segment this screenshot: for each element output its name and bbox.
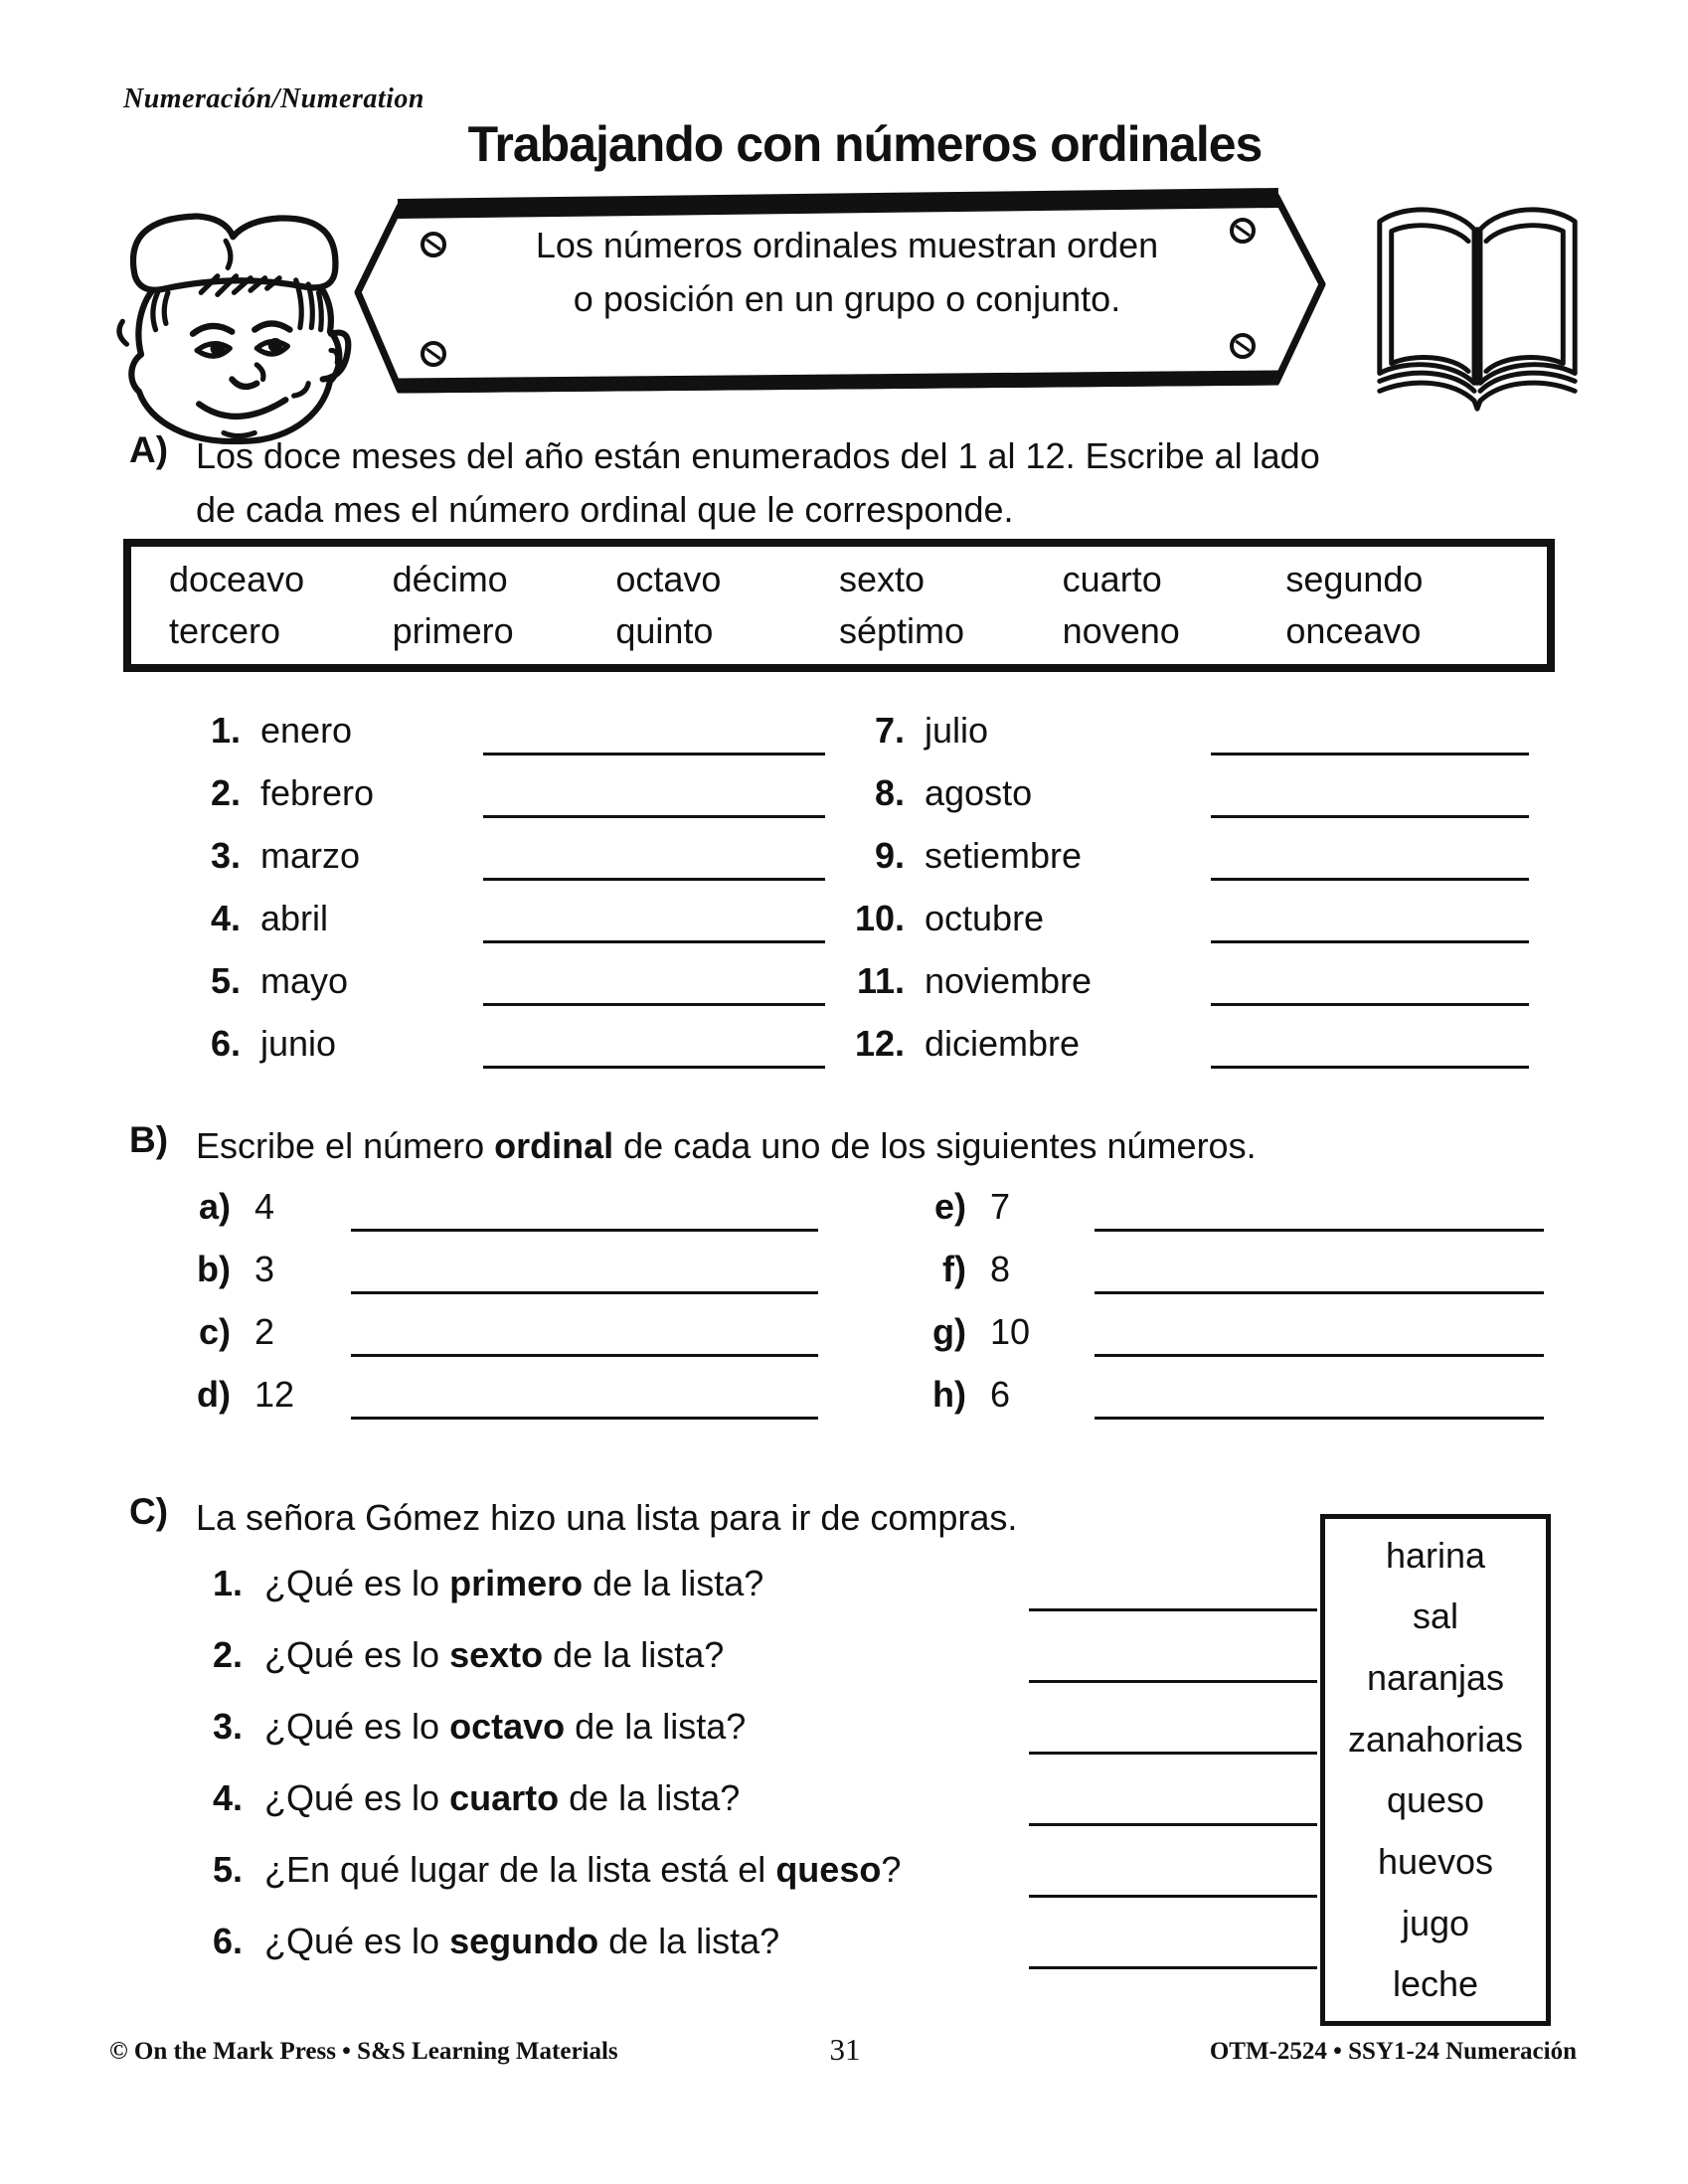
month-number: 8. [874,771,905,813]
word-bank-item: quinto [615,610,714,651]
answer-line[interactable] [1095,1354,1544,1357]
question-text-part: ¿Qué es lo [264,1921,450,1961]
item-letter: d) [197,1373,231,1415]
question-text-part: de la lista? [598,1921,780,1961]
answer-line[interactable] [1029,1752,1317,1755]
month-row [825,1012,1501,1075]
word-bank-item: sexto [839,559,926,599]
answer-line[interactable] [1211,753,1529,756]
shopping-list-box [1320,1514,1551,2026]
answer-line[interactable] [1211,815,1529,818]
footer-product-code: OTM-2524 • SSY1-24 Numeración [1209,2038,1577,2065]
answer-line[interactable] [1095,1417,1544,1420]
bold-word: queso [775,1849,882,1890]
answer-line[interactable] [1095,1229,1544,1232]
ordinal-items-right [895,1175,1610,1426]
question-text [264,1706,746,1748]
month-name: diciembre [925,1022,1081,1064]
question-text-part: ¿Qué es lo [264,1706,450,1747]
ordinal-item-row [895,1300,1610,1363]
section-c-instructions: La señora Gómez hizo una lista para ir de compras. [196,1497,1018,1538]
word-bank-item: noveno [1062,610,1180,651]
section-c-label: C) [129,1491,169,1532]
month-name: febrero [260,771,375,813]
item-letter: f) [942,1248,966,1289]
question-text-part: de la lista? [543,1634,725,1675]
month-name: mayo [260,959,349,1001]
word-bank-item: doceavo [169,559,305,599]
question-number: 4. [212,1777,243,1818]
ordinal-item-row [895,1363,1610,1426]
month-name: junio [260,1022,337,1064]
month-name: noviembre [925,959,1093,1001]
ordinal-items-left [179,1175,895,1426]
bold-word: primero [449,1563,584,1603]
question-number: 1. [212,1563,243,1603]
item-letter: b) [197,1248,231,1289]
word-bank-item: cuarto [1062,559,1162,599]
bold-word: segundo [449,1921,599,1961]
item-letter: h) [932,1373,966,1415]
month-row [825,761,1501,824]
answer-line[interactable] [1029,1966,1317,1969]
question-text [264,1634,724,1676]
bold-word: cuarto [449,1777,560,1818]
month-number: 6. [210,1022,241,1064]
month-row [825,887,1501,949]
section-b-instructions [196,1119,1257,1173]
answer-line[interactable] [1095,1291,1544,1294]
question-text-part: ¿En qué lugar de la lista está el [264,1849,776,1890]
month-number: 2. [210,771,241,813]
answer-line[interactable] [1029,1823,1317,1826]
question-row [195,1906,1368,1977]
answer-line[interactable] [483,878,825,881]
answer-line[interactable] [1211,1003,1529,1006]
month-row [825,699,1501,761]
month-name: agosto [925,771,1033,813]
bold-word: octavo [449,1706,566,1747]
word-bank-item: segundo [1285,559,1424,599]
month-name: enero [260,709,353,751]
footer-copyright: © On the Mark Press • S&S Learning Materials [109,2038,618,2065]
shopping-list-item: sal [1412,1596,1459,1637]
answer-line[interactable] [1029,1608,1317,1611]
question-text [264,1921,779,1962]
answer-line[interactable] [1211,878,1529,881]
month-name: setiembre [925,834,1083,876]
month-number: 5. [210,959,241,1001]
question-text-part: de la lista? [559,1777,741,1818]
month-list-left [179,699,855,1075]
ordinal-item-row [179,1238,895,1300]
item-value: 4 [254,1185,275,1227]
month-number: 1. [210,709,241,751]
item-letter: c) [198,1310,231,1352]
month-number: 11. [856,959,905,1001]
question-row [195,1763,1368,1834]
month-name: julio [925,709,989,751]
month-name: abril [260,897,329,938]
word-bank-item: onceavo [1285,610,1422,651]
question-number: 2. [212,1634,243,1675]
month-row [179,1012,855,1075]
section-a-instr-line2: de cada mes el número ordinal que le corresponde. [196,489,1014,530]
month-number: 4. [210,897,241,938]
item-value: 7 [990,1185,1011,1227]
instruction-part: Escribe el número [196,1125,495,1166]
question-row [195,1834,1368,1906]
answer-line[interactable] [1029,1680,1317,1683]
month-row [179,824,855,887]
month-row [179,699,855,761]
word-bank [123,539,1555,672]
ordinal-item-row [895,1175,1610,1238]
answer-line[interactable] [351,1291,818,1294]
shopping-list-item: huevos [1377,1840,1494,1882]
question-number: 5. [212,1849,243,1890]
month-row [179,887,855,949]
boy-face-icon [99,177,373,447]
question-text-part: ¿Qué es lo [264,1563,450,1603]
question-number: 6. [212,1921,243,1961]
section-a-instr-line1: Los doce meses del año están enumerados del 1 al 12. Escribe al lado [196,435,1320,476]
word-bank-item: décimo [392,559,508,599]
corner-label: Numeración/Numeration [123,84,424,114]
item-letter: e) [933,1185,966,1227]
answer-line[interactable] [483,815,825,818]
ordinal-item-row [179,1363,895,1426]
item-value: 10 [990,1310,1031,1352]
month-row [179,761,855,824]
banner-text [429,219,1265,326]
word-bank-item: primero [392,610,514,651]
answer-line[interactable] [1029,1895,1317,1898]
answer-line[interactable] [483,940,825,943]
month-row [825,824,1501,887]
answer-line[interactable] [351,1354,818,1357]
question-text [264,1563,763,1604]
shopping-list-item: leche [1392,1963,1479,2005]
question-text-part: ? [881,1849,902,1890]
question-text [264,1777,740,1819]
question-text-part: de la lista? [565,1706,747,1747]
question-list [195,1548,1368,1977]
word-bank-item: octavo [615,559,722,599]
item-value: 2 [254,1310,275,1352]
bold-word: ordinal [494,1125,614,1166]
month-number: 10. [854,897,905,938]
answer-line[interactable] [351,1417,818,1420]
item-letter: g) [932,1310,966,1352]
item-value: 8 [990,1248,1011,1289]
month-number: 3. [210,834,241,876]
month-row [825,949,1501,1012]
month-number: 7. [874,709,905,751]
bold-word: sexto [449,1634,544,1675]
question-text [264,1849,901,1891]
ordinal-item-row [895,1238,1610,1300]
question-text-part: ¿Qué es lo [264,1777,450,1818]
month-list-right [825,699,1501,1075]
month-name: octubre [925,897,1045,938]
open-book-icon [1354,195,1601,428]
item-value: 12 [254,1373,295,1415]
word-bank-item: tercero [169,610,281,651]
ordinal-item-row [179,1300,895,1363]
item-value: 6 [990,1373,1011,1415]
question-text-part: de la lista? [583,1563,764,1603]
month-number: 12. [854,1022,905,1064]
word-bank-item: séptimo [839,610,965,651]
banner-line1: Los números ordinales muestran orden [535,225,1159,265]
month-row [179,949,855,1012]
question-row [195,1548,1368,1619]
question-text-part: ¿Qué es lo [264,1634,450,1675]
answer-line[interactable] [483,753,825,756]
item-value: 3 [254,1248,275,1289]
question-number: 3. [212,1706,243,1747]
instruction-banner [350,185,1344,404]
instruction-part: de cada uno de los siguientes números. [613,1125,1257,1166]
month-number: 9. [874,834,905,876]
shopping-list-item: naranjas [1366,1657,1505,1699]
ordinal-item-row [179,1175,895,1238]
page-title: Trabajando con números ordinales [467,116,1263,172]
answer-line[interactable] [1211,940,1529,943]
shopping-list-item: harina [1385,1534,1486,1576]
answer-line[interactable] [351,1229,818,1232]
footer-page-number: 31 [829,2032,861,2067]
section-a-label: A) [129,429,169,470]
month-name: marzo [260,834,361,876]
question-row [195,1619,1368,1691]
shopping-list-item: jugo [1401,1902,1470,1943]
section-a-instructions [196,429,1320,537]
answer-line[interactable] [483,1003,825,1006]
banner-line2: o posición en un grupo o conjunto. [573,278,1121,319]
section-b-label: B) [129,1119,169,1160]
answer-line[interactable] [483,1066,825,1069]
shopping-list-item: zanahorias [1347,1718,1524,1760]
answer-line[interactable] [1211,1066,1529,1069]
item-letter: a) [198,1185,231,1227]
shopping-list-item: queso [1386,1779,1485,1821]
question-row [195,1691,1368,1763]
